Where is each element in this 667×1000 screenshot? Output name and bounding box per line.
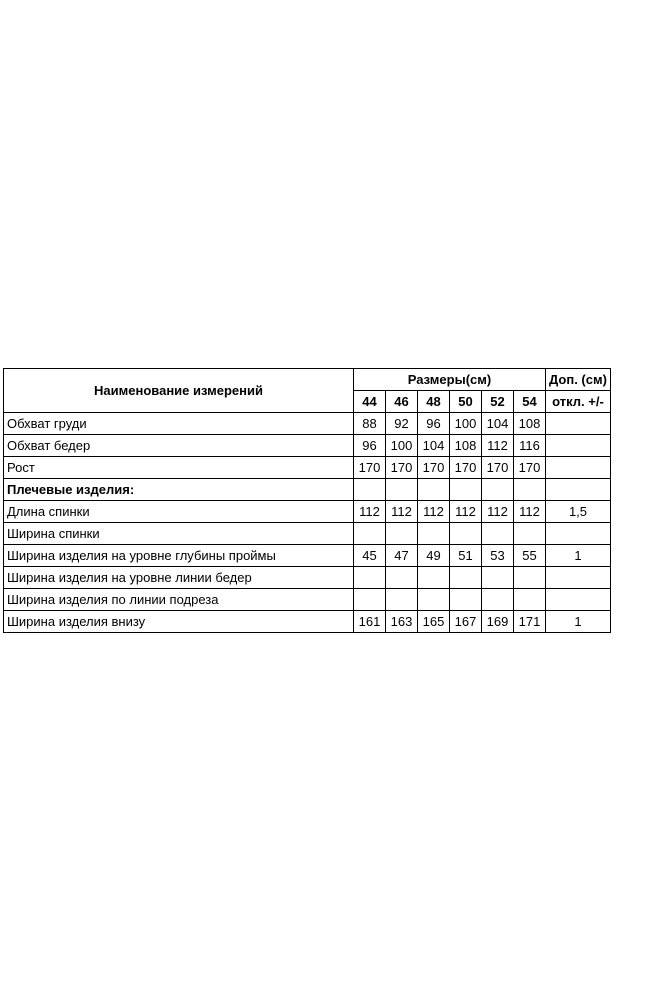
measurement-name: Длина спинки [4, 501, 354, 523]
size-value-cell: 49 [418, 545, 450, 567]
size-value-cell: 170 [514, 457, 546, 479]
tolerance-value-cell [546, 567, 611, 589]
size-value-cell: 170 [354, 457, 386, 479]
header-row-top [4, 369, 611, 391]
size-value-cell [418, 479, 450, 501]
size-value-cell [514, 479, 546, 501]
tolerance-value-cell [546, 435, 611, 457]
size-value-cell: 112 [482, 501, 514, 523]
size-value-cell [514, 523, 546, 545]
tolerance-subheader: откл. +/- [546, 391, 611, 413]
tolerance-value-cell [546, 457, 611, 479]
size-value-cell: 108 [450, 435, 482, 457]
table-row [4, 567, 611, 589]
tolerance-value-cell [546, 479, 611, 501]
tolerance-value-cell: 1 [546, 545, 611, 567]
size-value-cell: 161 [354, 611, 386, 633]
size-value-cell: 96 [354, 435, 386, 457]
size-value-cell: 170 [450, 457, 482, 479]
tolerance-value-cell [546, 523, 611, 545]
measurement-name: Обхват бедер [4, 435, 354, 457]
size-value-cell: 165 [418, 611, 450, 633]
size-value-cell: 88 [354, 413, 386, 435]
size-value-cell [418, 589, 450, 611]
size-value-cell [482, 567, 514, 589]
size-header-cell: 54 [514, 391, 546, 413]
measurement-name: Плечевые изделия: [4, 479, 354, 501]
tolerance-header: Доп. (см) [546, 369, 611, 391]
size-value-cell: 170 [418, 457, 450, 479]
measurement-name: Ширина изделия на уровне линии бедер [4, 567, 354, 589]
size-value-cell: 112 [386, 501, 418, 523]
tolerance-value-cell: 1 [546, 611, 611, 633]
size-value-cell [450, 523, 482, 545]
size-chart [3, 368, 611, 633]
size-value-cell: 100 [450, 413, 482, 435]
size-header-cell: 50 [450, 391, 482, 413]
size-value-cell: 104 [482, 413, 514, 435]
size-value-cell [386, 589, 418, 611]
size-value-cell [418, 523, 450, 545]
size-value-cell: 108 [514, 413, 546, 435]
table-row [4, 501, 611, 523]
size-value-cell: 51 [450, 545, 482, 567]
measurement-name: Рост [4, 457, 354, 479]
size-value-cell: 167 [450, 611, 482, 633]
size-table [3, 368, 611, 633]
size-value-cell: 169 [482, 611, 514, 633]
size-header-cell: 52 [482, 391, 514, 413]
size-value-cell: 171 [514, 611, 546, 633]
measurement-name: Обхват груди [4, 413, 354, 435]
tolerance-value-cell [546, 589, 611, 611]
size-value-cell [514, 567, 546, 589]
sizes-header: Размеры(см) [354, 369, 546, 391]
size-value-cell: 112 [482, 435, 514, 457]
table-row [4, 413, 611, 435]
size-value-cell: 170 [482, 457, 514, 479]
size-value-cell [514, 589, 546, 611]
size-value-cell [354, 589, 386, 611]
size-header-cell: 46 [386, 391, 418, 413]
tolerance-value-cell [546, 413, 611, 435]
size-value-cell: 92 [386, 413, 418, 435]
table-row [4, 435, 611, 457]
size-value-cell [482, 479, 514, 501]
measurement-name-header: Наименование измерений [4, 369, 354, 413]
size-header-cell: 44 [354, 391, 386, 413]
size-value-cell [450, 589, 482, 611]
table-row [4, 589, 611, 611]
size-value-cell [386, 523, 418, 545]
size-value-cell [354, 479, 386, 501]
size-value-cell: 55 [514, 545, 546, 567]
table-row [4, 479, 611, 501]
size-value-cell: 112 [514, 501, 546, 523]
size-header-cell: 48 [418, 391, 450, 413]
size-value-cell [450, 479, 482, 501]
size-value-cell: 112 [418, 501, 450, 523]
table-row [4, 611, 611, 633]
size-value-cell: 53 [482, 545, 514, 567]
size-value-cell: 170 [386, 457, 418, 479]
size-value-cell [482, 589, 514, 611]
table-row [4, 523, 611, 545]
size-value-cell [354, 523, 386, 545]
measurement-name: Ширина изделия по линии подреза [4, 589, 354, 611]
size-value-cell: 163 [386, 611, 418, 633]
size-value-cell: 112 [450, 501, 482, 523]
size-value-cell: 112 [354, 501, 386, 523]
size-value-cell [354, 567, 386, 589]
size-value-cell [386, 479, 418, 501]
size-value-cell [482, 523, 514, 545]
tolerance-value-cell: 1,5 [546, 501, 611, 523]
size-value-cell: 47 [386, 545, 418, 567]
size-value-cell [450, 567, 482, 589]
measurement-name: Ширина изделия внизу [4, 611, 354, 633]
table-row [4, 545, 611, 567]
measurement-name: Ширина изделия на уровне глубины проймы [4, 545, 354, 567]
size-value-cell [418, 567, 450, 589]
size-value-cell: 104 [418, 435, 450, 457]
table-row [4, 457, 611, 479]
measurement-name: Ширина спинки [4, 523, 354, 545]
size-value-cell: 116 [514, 435, 546, 457]
size-value-cell: 100 [386, 435, 418, 457]
size-value-cell: 45 [354, 545, 386, 567]
size-value-cell [386, 567, 418, 589]
size-value-cell: 96 [418, 413, 450, 435]
